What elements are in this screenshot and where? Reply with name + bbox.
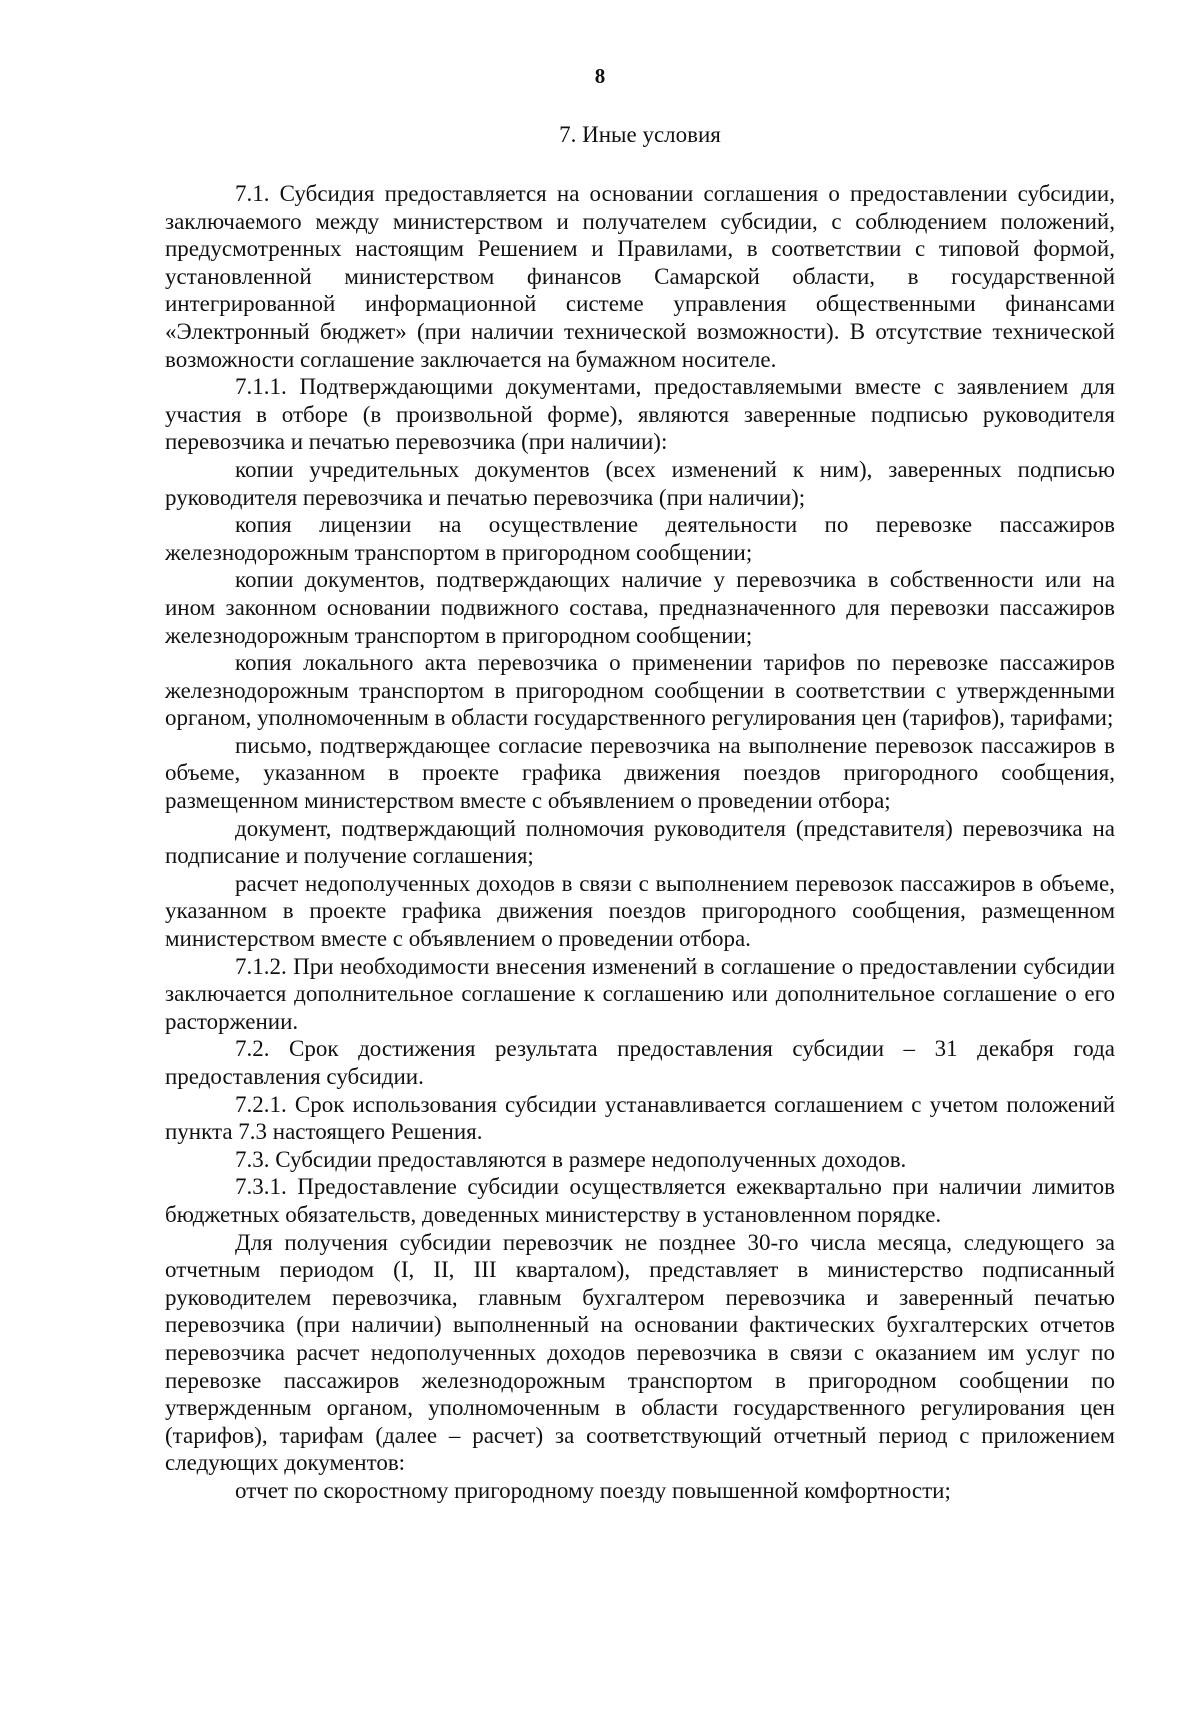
page-number: 8 [594,64,606,88]
paragraph: Для получения субсидии перевозчик не позднее 30-го числа месяца, следующего за отчетным периодом (I, II, III кварталом), представляет в министерство подписанный руководителем перевозчика, главным бухгалтером перевозчика и заверенный печатью перевозчика (при наличии) выполненный на основании фактических бухгалтерских отчетов перевозчика расчет недополученных доходов перевозчика в связи с оказанием им услуг по перевозке пассажиров железнодорожным транспортом в пригородном сообщении по утвержденным органом, уполномоченным в области государственного регулирования цен (тарифов), тарифам (далее – расчет) за соответствующий отчетный период с приложением следующих документов: [165,1229,1115,1476]
paragraph: 7.1.2. При необходимости внесения изменений в соглашение о предоставлении субсидии заключается дополнительное соглашение к соглашению или дополнительное соглашение о его расторжении. [165,953,1115,1034]
paragraph: 7.3. Субсидии предоставляются в размере недополученных доходов. [235,1146,907,1172]
paragraph: 7.3.1. Предоставление субсидии осуществляется ежеквартально при наличии лимитов бюджетных обязательств, доведенных министерству в установленном порядке. [165,1174,1115,1227]
paragraph: расчет недополученных доходов в связи с выполнением перевозок пассажиров в объеме, указанном в проекте графика движения поездов пригородного сообщения, размещенном министерством вместе с объявлением о проведении отбора. [165,870,1115,952]
paragraph: 7.2. Срок достижения результата предоставления субсидии – 31 декабря года предоставления субсидии. [165,1036,1115,1089]
section-title: 7. Иные условия [559,122,721,147]
paragraph: 7.2.1. Срок использования субсидии устанавливается соглашением с учетом положений пункта 7.3 настоящего Решения. [165,1091,1115,1145]
paragraph: копии документов, подтверждающих наличие у перевозчика в собственности или на ином законном основании подвижного состава, предназначенного для перевозки пассажиров железнодорожным транспортом в пригородном сообщении; [165,567,1115,648]
document-body [165,180,1115,1505]
paragraph: письмо, подтверждающее согласие перевозчика на выполнение перевозок пассажиров в объеме, указанном в проекте графика движения поездов пригородного сообщения, размещенном министерством вместе с объявлением о проведении отбора; [165,732,1115,814]
paragraph: копия лицензии на осуществление деятельности по перевозке пассажиров железнодорожным транспортом в пригородном сообщении; [165,512,1115,565]
paragraph: документ, подтверждающий полномочия руководителя (представителя) перевозчика на подписание и получение соглашения; [165,815,1115,869]
paragraph: копия локального акта перевозчика о применении тарифов по перевозке пассажиров железнодорожным транспортом в пригородном сообщении в соответствии с утвержденными органом, уполномоченным в области государственного регулирования цен (тарифов), тарифами; [165,650,1115,731]
paragraph: 7.1.1. Подтверждающими документами, предоставляемыми вместе с заявлением для участия в отборе (в произвольной форме), являются заверенные подписью руководителя перевозчика и печатью перевозчика (при наличии): [165,374,1115,455]
paragraph: отчет по скоростному пригородному поезду повышенной комфортности; [235,1477,951,1503]
paragraph: копии учредительных документов (всех изменений к ним), заверенных подписью руководителя перевозчика и печатью перевозчика (при наличии); [165,456,1115,510]
paragraph: 7.1. Субсидия предоставляется на основании соглашения о предоставлении субсидии, заключаемого между министерством и получателем субсидии, с соблюдением положений, предусмотренных настоящим Решением и Правилами, в соответствии с типовой формой, установленной министерством финансов Самарской области, в государственной интегрированной информационной системе управления общественными финансами «Электронный бюджет» (при наличии технической возможности). В отсутствие технической возможности соглашение заключается на бумажном носителе. [165,181,1115,372]
